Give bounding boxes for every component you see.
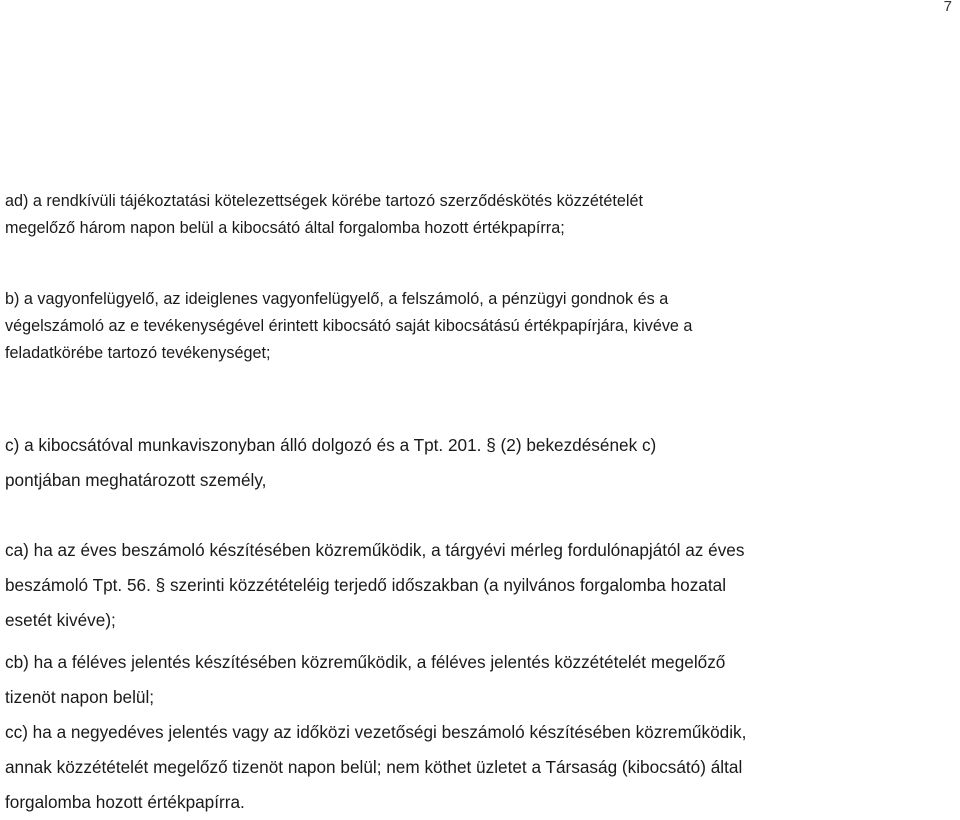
text-line: esetét kivéve); [5,610,116,630]
paragraph-ca [5,533,955,638]
text-line: ca) ha az éves beszámoló készítésében közreműködik, a tárgyévi mérleg fordulónapjától az éves [5,540,745,560]
paragraph-ad [5,188,955,242]
text-line: végelszámoló az e tevékenységével érintett kibocsátó saját kibocsátású értékpapírjára, kivéve a [5,317,693,335]
paragraph-c [5,428,955,498]
text-line: cb) ha a féléves jelentés készítésében közreműködik, a féléves jelentés közzétételét megelőző [5,652,726,672]
text-line: megelőző három napon belül a kibocsátó által forgalomba hozott értékpapírra; [5,219,565,237]
text-line: pontjában meghatározott személy, [5,470,267,490]
text-line: ad) a rendkívüli tájékoztatási kötelezettségek körébe tartozó szerződéskötés közzétételét [5,192,643,210]
text-line: tizenöt napon belül; [5,687,155,707]
text-line: feladatkörébe tartozó tevékenységet; [5,344,271,362]
paragraph-b [5,286,955,367]
text-line: c) a kibocsátóval munkaviszonyban álló dolgozó és a Tpt. 201. § (2) bekezdésének c) [5,435,657,455]
paragraph-cc [5,715,955,820]
text-line: forgalomba hozott értékpapírra. [5,792,245,812]
text-line: annak közzétételét megelőző tizenöt napon belül; nem köthet üzletet a Társaság (kibocsátó) által [5,757,743,777]
text-line: cc) ha a negyedéves jelentés vagy az időközi vezetőségi beszámoló készítésében közreműködik, [5,722,747,742]
text-line: beszámoló Tpt. 56. § szerinti közzétételéig terjedő időszakban (a nyilvános forgalomba hozatal [5,575,727,595]
paragraph-cb [5,645,955,715]
text-line: b) a vagyonfelügyelő, az ideiglenes vagyonfelügyelő, a felszámoló, a pénzügyi gondnok és a [5,290,669,308]
page-number: 7 [943,0,952,15]
